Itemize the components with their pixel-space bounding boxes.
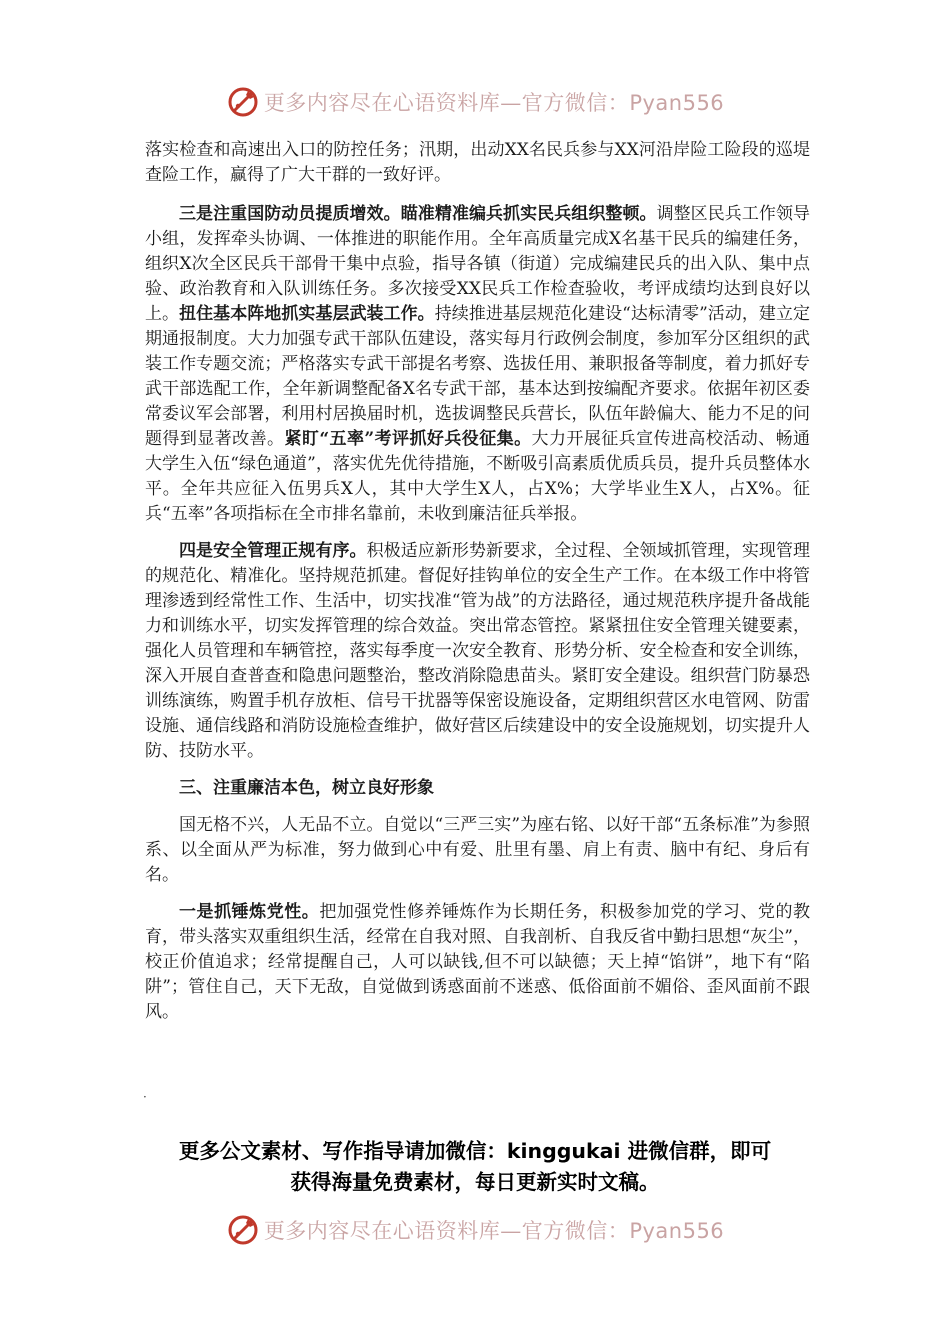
bold-lead: 四是安全管理正规有序。 — [179, 541, 367, 561]
paragraph — [145, 900, 810, 1025]
bold-lead: 扭住基本阵地抓实基层武装工作。 — [179, 304, 435, 324]
stray-mark: · — [143, 1090, 147, 1104]
banner-text: 更多内容尽在心语资料库—官方微信：Pyan556 — [263, 1219, 725, 1243]
paragraph-text: 持续推进基层规范化建设“达标清零”活动，建立定期通报制度。大力加强专武干部队伍建设，落实每月行政例会制度，参加军分区组织的武装工作专题交流；严格落实专武干部提名考察、选拔任用、兼职报备等制度，着力抓好专武干部选配工作，全年新调整配备X名专武干部，基本达到按编配齐要求。依据年初区委常委议军会部署，利用村居换届时机，选拔调整民兵营长，队伍年龄偏大、能力不足的问题得到显著改善。 — [145, 304, 811, 449]
paragraph-text: 调整区民兵工作领导小组，发挥牵头协调、一体推进的职能作用。全年高质量完成X名基干民兵的编建任务，组织X次全区民兵干部骨干集中点验，指导各镇（街道）完成编建民兵的出入队、集中点验、政治教育和入队训练任务。多次接受XX民兵工作检查验收，考评成绩均达到良好以上。 — [145, 204, 811, 324]
promo-line: 获得海量免费素材，每日更新实时文稿。 — [290, 1170, 660, 1194]
header-watermark-banner — [0, 82, 950, 122]
document-body — [145, 138, 810, 1037]
bold-lead: 紧盯“五率”考评抓好兵役征集。 — [284, 429, 532, 449]
pen-logo-icon — [226, 85, 260, 119]
paragraph — [145, 539, 810, 764]
paragraph — [145, 202, 810, 527]
bold-lead: 三是注重国防动员提质增效。瞄准精准编兵抓实民兵组织整顿。 — [179, 204, 657, 224]
paragraph-text: 大力开展征兵宣传进高校活动、畅通大学生入伍“绿色通道”，落实优先优待措施，不断吸引高素质优质兵员，提升兵员整体水平。全年共应征入伍男兵X人，其中大学生X人，占X%；大学毕业生X人，占X%。征兵“五率”各项指标在全市排名靠前，未收到廉洁征兵举报。 — [145, 429, 811, 524]
promo-text — [120, 1136, 830, 1198]
pen-logo-icon — [226, 1213, 260, 1247]
paragraph: 国无格不兴，人无品不立。自觉以“三严三实”为座右铭、以好干部“五条标准”为参照系、以全面从严为标准，努力做到心中有爱、肚里有墨、肩上有责、脑中有纪、身后有名。 — [145, 815, 810, 885]
banner-text: 更多内容尽在心语资料库—官方微信：Pyan556 — [263, 91, 725, 115]
paragraph: 落实检查和高速出入口的防控任务；汛期，出动XX名民兵参与XX河沿岸险工险段的巡堤查险工作，赢得了广大干群的一致好评。 — [145, 140, 810, 185]
section-heading: 三、注重廉洁本色，树立良好形象 — [179, 778, 434, 798]
promo-line: 更多公文素材、写作指导请加微信：kinggukai 进微信群，即可 — [178, 1139, 772, 1163]
footer-watermark-banner — [0, 1210, 950, 1250]
paragraph-text: 把加强党性修养锤炼作为长期任务，积极参加党的学习、党的教育，带头落实双重组织生活，经常在自我对照、自我剖析、自我反省中勤扫思想“灰尘”，校正价值追求；经常提醒自己，人可以缺钱,但不可以缺德；天上掉“馅饼”，地下有“陷阱”；管住自己，天下无敌，自觉做到诱惑面前不迷惑、低俗面前不媚俗、歪风面前不跟风。 — [145, 902, 810, 1022]
bold-lead: 一是抓锤炼党性。 — [179, 902, 320, 922]
paragraph-text: 积极适应新形势新要求，全过程、全领域抓管理，实现管理的规范化、精准化。坚持规范抓建。督促好挂钩单位的安全生产工作。在本级工作中将管理渗透到经常性工作、生活中，切实找准“管为战”的方法路径，通过规范秩序提升备战能力和训练水平，切实发挥管理的综合效益。突出常态管控。紧紧扭住安全管理关键要素，强化人员管理和车辆管控，落实每季度一次安全教育、形势分析、安全检查和安全训练，深入开展自查普查和隐患问题整治，整改消除隐患苗头。紧盯安全建设。组织营门防暴恐训练演练，购置手机存放柜、信号干扰器等保密设施设备，定期组织营区水电管网、防雷设施、通信线路和消防设施检查维护，做好营区后续建设中的安全设施规划，切实提升人防、技防水平。 — [145, 541, 811, 761]
